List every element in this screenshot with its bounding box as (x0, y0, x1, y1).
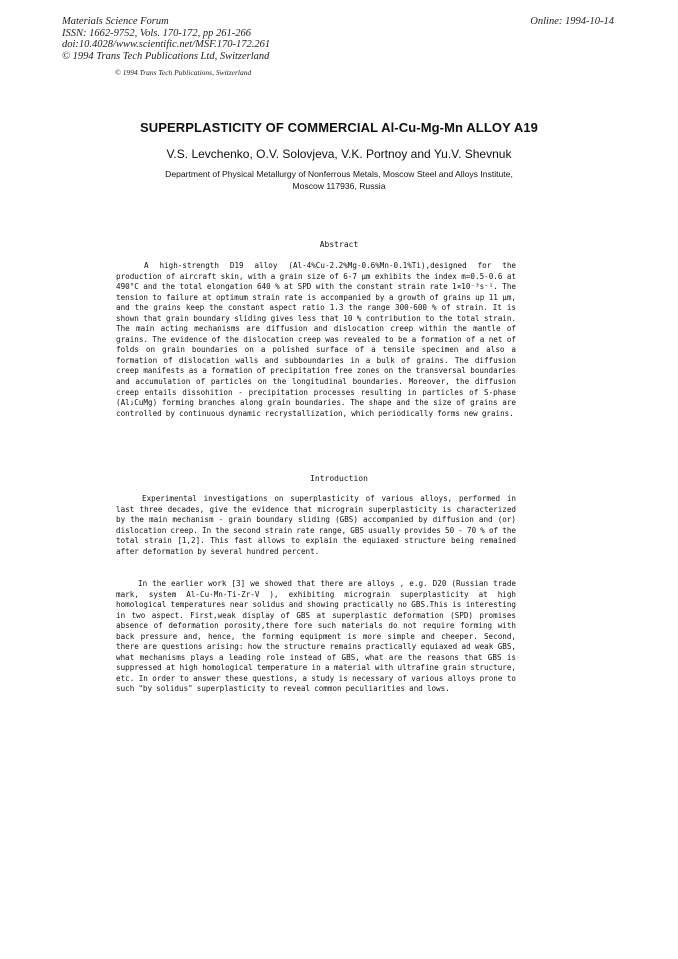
intro-p1-text: Experimental investigations on superplasticity of various alloys, performed in last three decades, give the evidence that micrograin superplasticity is characterized by the main mechanism - grain boundary sliding (GBS) accompanied by diffusion and (or) dislocation creep. In the second strain rate range, GBS usually provides 50 - 70 % of the total strain [1,2]. This fast allows to explain the equiaxed structure being remained after deformation by several hundred percent. (116, 494, 516, 556)
abstract-body (116, 261, 516, 419)
publisher-note: © 1994 Trans Tech Publications, Switzerland (115, 68, 252, 77)
abstract-heading: Abstract (319, 240, 359, 249)
journal-header (62, 16, 270, 62)
copyright-line: © 1994 Trans Tech Publications Ltd, Switzerland (62, 50, 270, 62)
paper-title: SUPERPLASTICITY OF COMMERCIAL Al-Cu-Mg-Mn ALLOY A19 (140, 120, 538, 135)
introduction-paragraph-1 (116, 494, 516, 557)
affiliation-line-2: Moscow 117936, Russia (292, 180, 386, 191)
affiliation-line-1: Department of Physical Metallurgy of Nonferrous Metals, Moscow Steel and Alloys Institute, (165, 169, 513, 179)
intro-p2-text: In the earlier work [3] we showed that there are alloys , e.g. D20 (Russian trade mark, system Al-Cu-Mn-Ti-Zr-V ), exhibiting micrograin superplasticity at high homological temperatures near solidus and showing practically no GBS.This is interesting in two aspect. First,weak display of GBS at superplastic deformation (SPD) promises absence of deformation porosity,there fore such materials do not require forming with back pressure and, hence, the forming equipment is more simple and cheeper. Second, there are questions arising: how the structure remains practically equiaxed ad weak GBS, what mechanisms plays a leading role instead of GBS, what are the reasons that GBS is suppressed at high homological temperature in a material with ultrafine grain structure, etc. In order to answer these questions, a study is necessary of various alloys prone to such "by solidus" superplasticity to reveal common peculiarities and lows. (116, 579, 516, 694)
affiliation (0, 169, 678, 192)
doi-line: doi:10.4028/www.scientific.net/MSF.170-172.261 (62, 39, 271, 51)
abstract-text: A high-strength D19 alloy (Al-4%Cu-2.2%Mg-0.6%Mn-0.1%Ti),designed for the production of aircraft skin, with a grain size of 6-7 µm exhibits the index m=0.5-0.6 at 490°C and the total elongation 640 % at SPD with the constant strain rate 1×10⁻³s⁻¹. The tension to failure at optimum strain rate is accompanied by a growth of grains up 11 µm, and the grains keep the constant aspect ratio 1.3 the range 300-600 % of strain. It is shown that grain boundary sliding gives less that 10 % contribution to the total strain. The main acting mechanisms are diffusion and dislocation creep within the mantle of grains. The evidence of the dislocation creep was revealed to be a formation of a net of folds on grain boundaries on a polished surface of a tensile specimen and also a formation of dislocation walls and subboundaries in a bulk of grains. The diffusion creep manifests as a formation of precipitation free zones on the transversal boundaries and accumulation of particles on the longitudinal boundaries. Moreover, the diffusion creep entails dissohition - precipitation processes resulting in particles of S-phase (Al₂CuMg) forming branches along grain boundaries. The shape and the size of grains are controlled by continuous dynamic recrystallization, which periodically forms new grains. (116, 261, 516, 418)
issn-line: ISSN: 1662-9752, Vols. 170-172, pp 261-266 (62, 27, 251, 39)
journal-name: Materials Science Forum (62, 16, 169, 27)
introduction-paragraph-2 (116, 579, 516, 695)
introduction-heading: Introduction (310, 474, 368, 483)
online-date: Online: 1994-10-14 (530, 16, 614, 27)
author-list: V.S. Levchenko, O.V. Solovjeva, V.K. Portnoy and Yu.V. Shevnuk (166, 147, 512, 161)
